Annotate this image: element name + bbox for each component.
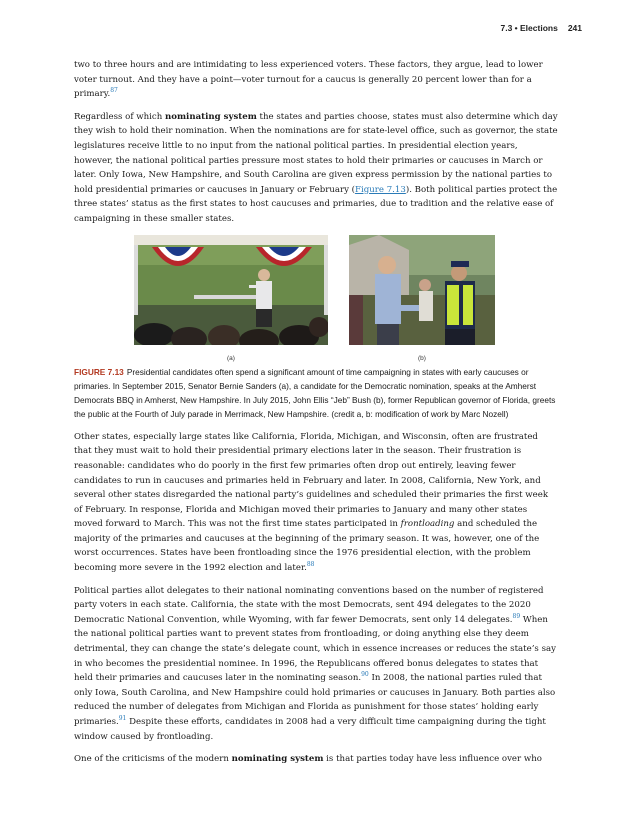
- figure-7-13-link[interactable]: Figure 7.13: [355, 184, 406, 195]
- footnote-87-link[interactable]: 87: [110, 87, 118, 95]
- paragraph-3-text-a: Other states, especially large states like California, Florida, Michigan, and Wisconsin, often are frustrated that they must wait to hold their presidential primary elections later in the season. Their frustration is reasonable: candidates who do poorly in the first few primaries often drop out entirely, leaving fewer candidates to run in caucuses and primaries held in February and later. In 2008, California, New York, and several other states disregarded the national party’s guidelines and scheduled their primaries the first week of February. In response, Florida and Michigan moved their primaries to January and many other states moved forward to March. This was not the first time states participated in: [74, 431, 549, 530]
- page-number: 241: [567, 23, 582, 33]
- photo-label-b: (b): [418, 354, 426, 362]
- figure-label: FIGURE 7.13: [74, 366, 124, 377]
- running-header: [501, 23, 583, 33]
- sanders-photo: [134, 235, 328, 345]
- paragraph-3: [74, 430, 558, 576]
- footnote-91-link[interactable]: 91: [118, 715, 127, 723]
- paragraph-1: [74, 58, 558, 102]
- key-term-nominating-system: nominating system: [164, 111, 257, 122]
- figure-7-13: [74, 235, 558, 365]
- body-text: [74, 58, 558, 775]
- paragraph-1-text: two to three hours and are intimidating to less experienced voters. These factors, they argue, lead to lower voter turnout. And they have a point—voter turnout for a caucus is generally 20 percent lower than for a primary.: [74, 60, 543, 100]
- paragraph-4: [74, 584, 558, 745]
- paragraph-2-text-a: Regardless of which: [74, 111, 165, 122]
- term-frontloading: frontloading: [400, 519, 455, 530]
- bush-photo: [349, 235, 495, 345]
- paragraph-5-text-b: is that parties today have less influence over who: [323, 754, 542, 765]
- paragraph-4-text-d: Despite these efforts, candidates in 2008 had a very difficult time campaigning during the tight window caused by frontloading.: [74, 717, 546, 742]
- paragraph-4-text-b: When the national political parties want to prevent states from frontloading, or doing anything else they deem detrimental, they can change the state’s delegate count, which in essence increases or reduces the state’s say in who becomes the presidential nominee. In 1996, the Republicans offered bonus delegates to states that held their primaries and caucuses later in the nominating season.: [74, 614, 556, 684]
- photo-label-a: (a): [227, 354, 235, 362]
- caption-text: Presidential candidates often spend a significant amount of time campaigning in states with early caucuses or primaries. In September 2015, Senator Bernie Sanders (a), a candidate for the Democratic nomination, speaks at the Amherst Democrats BBQ in Amherst, New Hampshire. In July 2015, John Ellis “Jeb” Bush (b), former Republican governor of Florida, greets the public at the Fourth of July parade in Merrimack, New Hampshire. (credit a, b: modification of work by Marc Nozell): [74, 366, 556, 420]
- footnote-90-link[interactable]: 90: [361, 671, 369, 679]
- paragraph-2: [74, 110, 558, 227]
- paragraph-5: [74, 752, 558, 767]
- paragraph-5-text-a: One of the criticisms of the modern: [74, 754, 232, 765]
- key-term-nominating-system-2: nominating system: [231, 754, 324, 765]
- paragraph-4-text-a: Political parties allot delegates to their national nominating conventions based on the number of registered party voters in each state. California, the state with the most Democrats, sent 494 delegates to the 2020 Democratic National Convention, while Wyoming, with far fewer Democrats, sent only 14 delegates.: [74, 585, 544, 625]
- section-title: 7.3 • Elections: [500, 23, 558, 33]
- figure-caption: [74, 365, 558, 422]
- footnote-88-link[interactable]: 88: [306, 561, 315, 569]
- paragraph-3-text-b: and scheduled the majority of the primaries and caucuses at the beginning of the primary season. It was, however, one of the worst occurrences. States have been frontloading since the 1976 presidential election, with the problem becoming more severe in the 1992 election and later.: [74, 519, 540, 574]
- footnote-89-link[interactable]: 89: [512, 612, 521, 620]
- paragraph-2-text-b: the states and parties choose, states must also determine which day they wish to hold their nomination. When the nominations are for state-level office, such as governor, the state legislatures receive little to no input from the national political parties. In presidential election years, however, the national political parties pressure most states to hold their primaries or caucuses in March or later. Only Iowa, New Hampshire, and South Carolina are given express permission by the national parties to hold presidential primaries or caucuses in January or February (: [74, 111, 558, 195]
- paragraph-4-text-c: In 2008, the national parties ruled that only Iowa, South Carolina, and New Hampshire could hold primaries or caucuses in January. Both parties also reduced the number of delegates from Michigan and Florida as punishment for those states’ holding early primaries.: [74, 673, 556, 727]
- paragraph-2-text-c: ). Both political parties protect the three states’ status as the first states to host caucuses and primaries, due to tradition and the relative ease of campaigning in these smaller states.: [74, 184, 558, 224]
